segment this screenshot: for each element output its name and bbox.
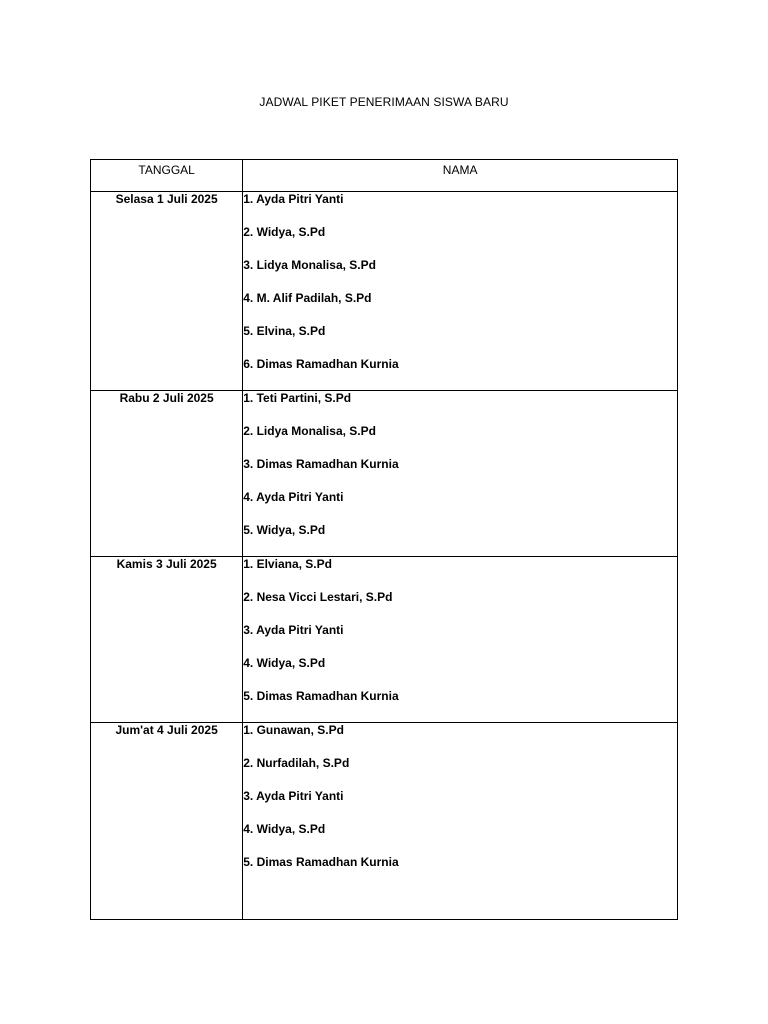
name-item: 2. Nesa Vicci Lestari, S.Pd xyxy=(243,590,393,604)
names-cell xyxy=(243,391,678,557)
name-item: 5. Widya, S.Pd xyxy=(243,523,326,537)
name-item: 3. Ayda Pitri Yanti xyxy=(243,789,344,803)
name-item: 1. Gunawan, S.Pd xyxy=(243,723,344,737)
date-cell: Selasa 1 Juli 2025 xyxy=(91,192,243,391)
name-item: 1. Teti Partini, S.Pd xyxy=(243,391,352,405)
table-row xyxy=(91,391,678,557)
name-item: 5. Dimas Ramadhan Kurnia xyxy=(243,855,399,869)
table-header-row xyxy=(91,160,678,192)
name-item: 1. Ayda Pitri Yanti xyxy=(243,192,344,206)
names-cell xyxy=(243,192,678,391)
names-cell xyxy=(243,723,678,920)
name-item: 3. Ayda Pitri Yanti xyxy=(243,623,344,637)
page-title: JADWAL PIKET PENERIMAAN SISWA BARU xyxy=(259,95,509,109)
schedule-table xyxy=(90,159,678,920)
date-cell: Rabu 2 Juli 2025 xyxy=(91,391,243,557)
name-item: 5. Elvina, S.Pd xyxy=(243,324,326,338)
name-item: 1. Elviana, S.Pd xyxy=(243,557,332,571)
date-cell: Kamis 3 Juli 2025 xyxy=(91,557,243,723)
name-item: 3. Dimas Ramadhan Kurnia xyxy=(243,457,399,471)
name-item: 3. Lidya Monalisa, S.Pd xyxy=(243,258,376,272)
name-item: 5. Dimas Ramadhan Kurnia xyxy=(243,689,399,703)
table-row xyxy=(91,723,678,920)
names-cell xyxy=(243,557,678,723)
name-item: 2. Widya, S.Pd xyxy=(243,225,326,239)
date-cell: Jum'at 4 Juli 2025 xyxy=(91,723,243,920)
name-item: 4. Ayda Pitri Yanti xyxy=(243,490,344,504)
name-item: 4. Widya, S.Pd xyxy=(243,822,326,836)
name-item: 4. M. Alif Padilah, S.Pd xyxy=(243,291,372,305)
table-row xyxy=(91,192,678,391)
name-item: 2. Lidya Monalisa, S.Pd xyxy=(243,424,376,438)
table-row xyxy=(91,557,678,723)
header-date: TANGGAL xyxy=(91,160,243,192)
name-item: 4. Widya, S.Pd xyxy=(243,656,326,670)
header-names: NAMA xyxy=(243,160,678,192)
name-item: 2. Nurfadilah, S.Pd xyxy=(243,756,350,770)
name-item: 6. Dimas Ramadhan Kurnia xyxy=(243,357,399,371)
